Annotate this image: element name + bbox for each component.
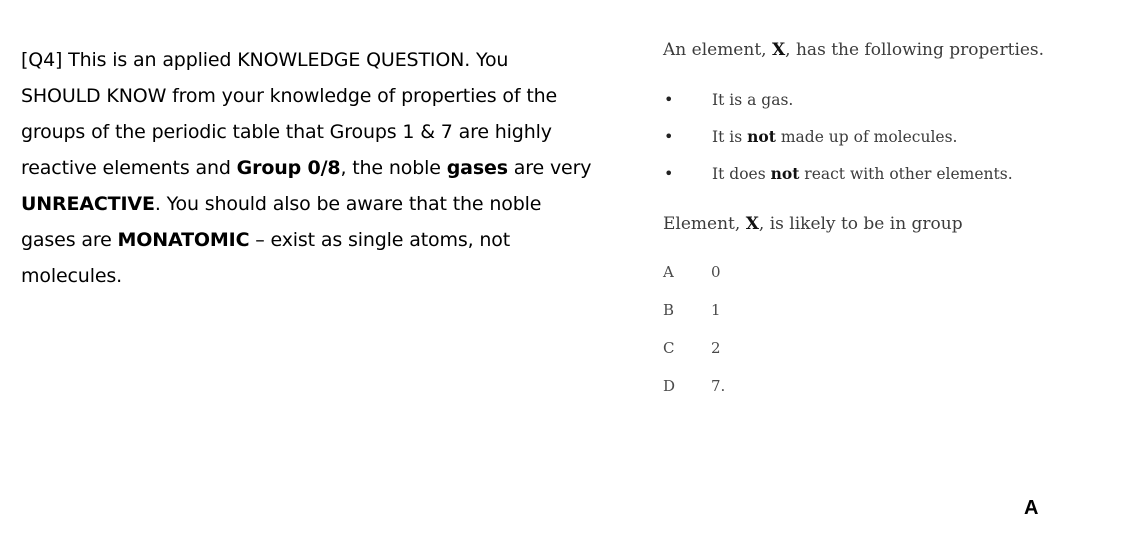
bullet-icon: • [664,164,674,183]
bullet-icon: • [664,127,674,146]
property-emphasis: not [770,164,800,183]
option-value: 0 [711,263,721,281]
explanation-line [21,150,661,186]
option-value: 2 [711,339,721,357]
emphasis-unreactive: UNREACTIVE [21,193,155,215]
option-value: 7. [711,377,726,395]
explanation-line [21,222,661,258]
option-letter: B [663,301,675,319]
property-text-run: It does [712,165,771,183]
property-text-run: It is a gas. [712,91,794,109]
emphasis-monatomic: MONATOMIC [117,229,250,251]
explanation-line [21,186,661,222]
explanation-line [21,78,661,114]
stem-text-run: An element, [663,40,772,60]
property-text [712,90,793,109]
property-text-run: It is [712,128,748,146]
property-text [712,127,957,146]
question-prompt [663,214,963,234]
explanation-line [21,258,661,294]
explanation-line [21,42,661,78]
explanation-text-run: are very [507,157,592,179]
element-symbol: X [771,40,786,60]
explanation-text-run: reactive elements and [21,157,237,179]
property-text-run: react with other elements. [799,165,1013,183]
prompt-text-run: Element, [663,214,746,234]
explanation-text-run: . You should also be aware that the noble [154,193,542,215]
explanation-text [21,42,661,294]
option-letter: A [663,263,674,281]
property-text [712,164,1013,183]
explanation-line [21,114,661,150]
explanation-text-run: [Q4] This is an applied KNOWLEDGE QUESTION. You [21,49,509,71]
explanation-text-run: , the noble [340,157,447,179]
prompt-text-run: , is likely to be in group [758,214,963,234]
property-text-run: made up of molecules. [775,128,958,146]
bullet-icon: • [664,90,674,109]
explanation-text-run: molecules. [21,265,122,287]
option-letter: D [663,377,676,395]
explanation-text-run: groups of the periodic table that Groups 1 & 7 are highly [21,121,552,143]
stem-text-run: , has the following properties. [785,40,1045,60]
emphasis-group-0-8: Group 0/8 [236,157,341,179]
option-letter: C [663,339,675,357]
answer-label: A [1024,497,1039,519]
option-value: 1 [711,301,721,319]
emphasis-gases: gases [446,157,508,179]
explanation-text-run: SHOULD KNOW from your knowledge of properties of the [21,85,558,107]
question-stem [663,40,1044,60]
explanation-text-run: gases are [21,229,118,251]
property-emphasis: not [747,127,776,146]
explanation-text-run: – exist as single atoms, not [249,229,511,251]
element-symbol: X [745,214,759,234]
